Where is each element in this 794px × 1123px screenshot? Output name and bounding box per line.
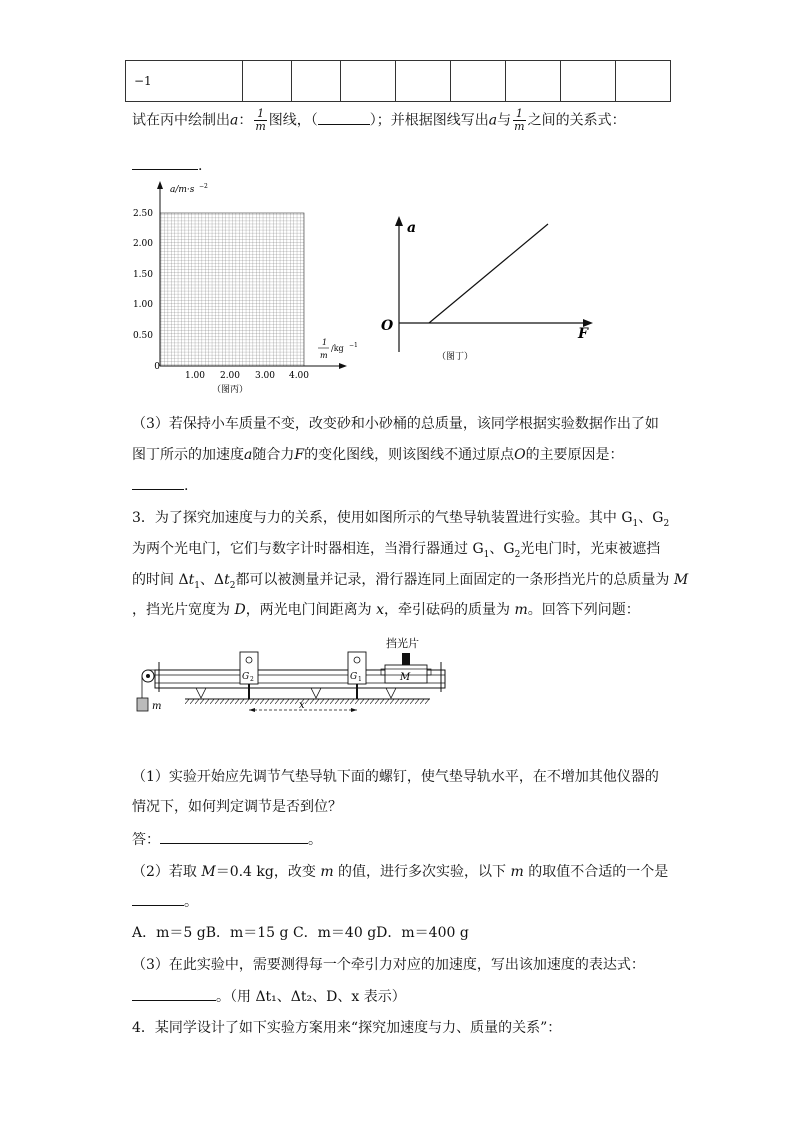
q3-1-line2: 情况下，如何判定调节是否到位？ [132,799,342,815]
graph-ding [375,212,605,372]
x-tick: 2.00 [219,371,241,381]
air-track-diagram [130,632,460,727]
answer-blank[interactable] [160,829,308,844]
x-axis-label: F [578,326,588,342]
graph-bing [120,178,370,400]
answer-blank[interactable] [132,891,184,906]
table-cell [561,61,616,102]
hanging-mass [137,698,148,711]
x-arrow-icon [339,363,347,369]
x-tick: 1.00 [184,371,206,381]
p3-line3: 的时间 $\Delta t_1$、$\Delta t_2$都可以被测量并记录，滑行器连同上面固定的一条形挡光片的总质量为 M [132,572,689,591]
table-cell: −1 [126,61,243,102]
graph-line [429,224,548,323]
q3-2-line1: （2）若取 M＝0.4 kg，改变 m 的值，进行多次实验，以下 m 的取值不合适的一个是 [132,864,669,880]
p4-line1: 4．某同学设计了如下实验方案用来“探究加速度与力、质量的关系”： [132,1020,562,1036]
q3-3-answer: 。（用 Δt₁、Δt₂、D、x 表示） [132,986,406,1006]
shading-strip-label: 挡光片 [386,637,419,650]
distance-x-label: x [299,700,305,711]
y-axis-label: a/m·s [170,185,195,195]
p3-line1: 3．为了探究加速度与力的关系，使用如图所示的气垫导轨装置进行实验。其中 $G_1$、$G_2$ [132,510,670,529]
svg-text:G: G [350,672,358,682]
answer-blank[interactable] [318,110,370,125]
caption: （图丙） [211,385,249,395]
answer-blank[interactable] [132,986,216,1001]
data-table [125,60,671,102]
x-label-den: m [320,351,328,360]
y-arrow-icon [395,216,403,226]
q3-1-line1: （1）实验开始应先调节气垫导轨下面的螺钉，使气垫导轨水平，在不增加其他仪器的 [132,769,659,785]
table-cell [506,61,561,102]
origin-label: O [381,318,394,334]
table-cell [341,61,396,102]
q2-3-line2: 图丁所示的加速度a随合力F的变化图线，则该图线不通过原点O的主要原因是： [132,447,624,463]
x-tick: 3.00 [254,371,276,381]
y-axis-exp: −2 [199,183,208,190]
q2-3-answer: . [132,475,188,494]
y-tick: 0.50 [132,331,153,341]
q2-answer-line: . [132,155,202,174]
x-label-exp: −1 [349,342,358,349]
q3-2-options: A．m＝5 gB．m＝15 g C．m＝40 gD．m＝400 g [132,925,469,941]
svg-text:G: G [242,672,250,682]
x-label-num: 1 [322,338,328,347]
table-cell [292,61,341,102]
glider-M-label: M [400,672,411,683]
y-tick: 2.00 [132,239,153,249]
table-cell [451,61,506,102]
table-cell [396,61,451,102]
ground [185,699,430,704]
y-tick: 0 [154,362,160,372]
x-label-unit: /kg [331,344,344,353]
q3-1-answer: 答： 。 [132,829,322,849]
grid-area [160,213,304,366]
answer-blank[interactable] [132,155,198,170]
svg-text:1: 1 [358,676,362,683]
table-cell [243,61,292,102]
y-axis-label: a [407,220,417,236]
q3-3-line1: （3）在此实验中，需要测得每一个牵引力对应的加速度，写出该加速度的表达式： [132,957,645,973]
table-row [126,61,671,102]
q2-3-line1: （3）若保持小车质量不变，改变砂和小砂桶的总质量，该同学根据实验数据作出了如 [132,416,659,432]
y-tick: 2.50 [132,209,153,219]
answer-blank[interactable] [132,475,184,490]
y-arrow-icon [157,181,163,189]
p3-line2: 为两个光电门，它们与数字计时器相连，当滑行器通过 $G_1$、$G_2$光电门时，光束被遮挡 [132,541,661,560]
q2-instruction: 试在丙中绘制出a： $\frac{1}{m}$ 图线，（ ）；并根据图线写出a与 $\frac{1}{m}$ 之间的关系式： [132,107,626,133]
p3-line4: ，挡光片宽度为 D，两光电门间距离为 x，牵引砝码的质量为 m。回答下列问题： [132,602,640,618]
q3-2-answer: 。 [132,891,198,911]
y-tick: 1.00 [132,300,153,310]
shading-strip [402,653,410,665]
mass-m-label: m [152,701,162,712]
svg-text:2: 2 [250,676,254,683]
caption: （图丁） [436,352,474,362]
x-tick: 4.00 [288,371,310,381]
y-tick: 1.50 [132,270,153,280]
table-cell [616,61,671,102]
